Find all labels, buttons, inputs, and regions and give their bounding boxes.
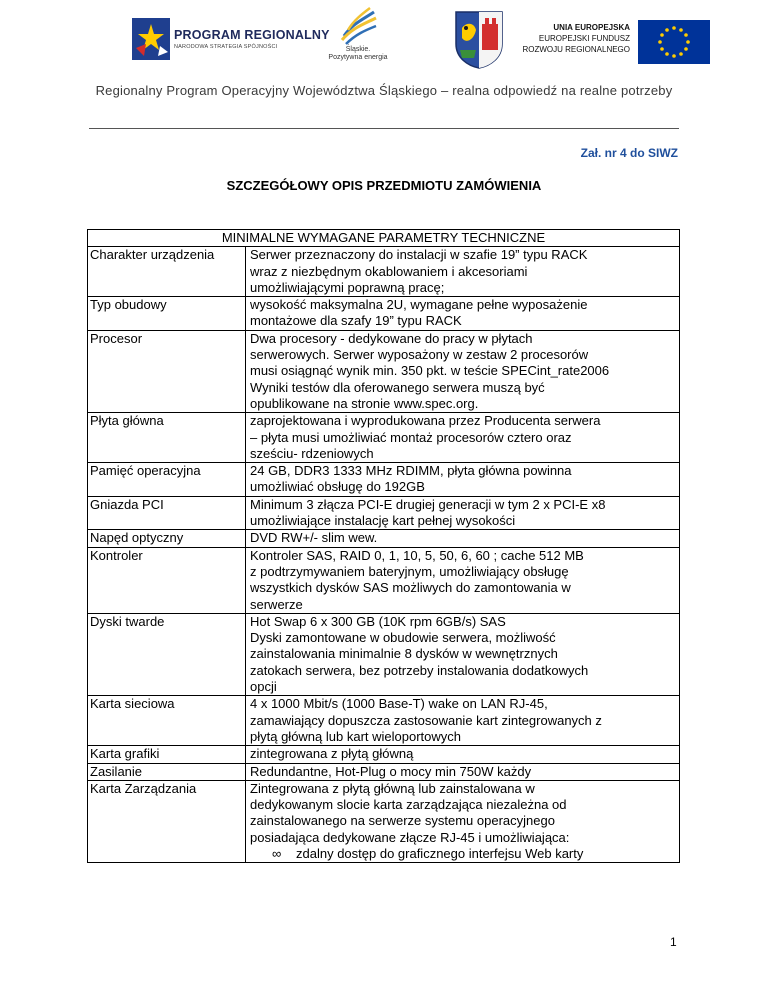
- parameter-value-line: wysokość maksymalna 2U, wymagane pełne wyposażenie: [250, 297, 588, 313]
- parameter-value: [246, 247, 680, 297]
- parameter-value-line: Zintegrowana z płytą główną lub zainstalowana w: [250, 780, 535, 796]
- parameter-value-line: montażowe dla szafy 19” typu RACK: [250, 313, 462, 329]
- parameter-value: [246, 297, 680, 331]
- parameter-value: [246, 530, 680, 547]
- parameter-label: Pamięć operacyjna: [88, 463, 246, 497]
- parameter-value-line: 24 GB, DDR3 1333 MHz RDIMM, płyta główna powinna: [250, 463, 572, 479]
- header-logos: [0, 0, 768, 80]
- table-header-cell: MINIMALNE WYMAGANE PARAMETRY TECHNICZNE: [88, 230, 680, 247]
- table-row: [88, 746, 680, 763]
- parameter-value-line: Dwa procesory - dedykowane do pracy w płytach: [250, 330, 533, 346]
- parameter-label: Dyski twarde: [88, 613, 246, 695]
- eu-logo: [522, 20, 718, 64]
- technical-parameters-table: [87, 229, 680, 863]
- parameter-value-line: zintegrowana z płytą główną: [250, 746, 414, 762]
- parameter-label: Karta grafiki: [88, 746, 246, 763]
- bullet-text: zdalny dostęp do graficznego interfejsu Web karty: [296, 845, 584, 861]
- parameter-value-line: Kontroler SAS, RAID 0, 1, 10, 5, 50, 6, 60 ; cache 512 MB: [250, 547, 584, 563]
- slaskie-logo: [320, 6, 396, 68]
- table-row: [88, 463, 680, 497]
- eu-line-1: UNIA EUROPEJSKA: [553, 23, 630, 32]
- program-tagline: Regionalny Program Operacyjny Województwa Śląskiego – realna odpowiedź na realne potrzeby: [95, 83, 673, 98]
- parameter-value-line: wraz z niezbędnym okablowaniem i akcesoriami: [250, 263, 528, 279]
- parameter-value-line: DVD RW+/- slim wew.: [250, 530, 378, 546]
- eu-line-2: EUROPEJSKI FUNDUSZ: [538, 34, 630, 43]
- parameter-value-line: zainstalowanego na serwerze systemu operacyjnego: [250, 813, 555, 829]
- page-number: 1: [670, 935, 677, 949]
- parameter-value-line: 4 x 1000 Mbit/s (1000 Base-T) wake on LAN RJ-45,: [250, 696, 548, 712]
- parameter-label: Kontroler: [88, 547, 246, 613]
- parameter-value-line: dedykowanym slocie karta zarządzająca niezależna od: [250, 797, 567, 813]
- parameter-value: [246, 330, 680, 412]
- document-title: SZCZEGÓŁOWY OPIS PRZEDMIOTU ZAMÓWIENIA: [226, 178, 542, 193]
- parameter-value-line: Wyniki testów dla oferowanego serwera muszą być: [250, 379, 545, 395]
- parameter-label: Typ obudowy: [88, 297, 246, 331]
- parameter-value-line: zainstalowania minimalnie 8 dysków w wewnętrznych: [250, 646, 558, 662]
- table-row: [88, 613, 680, 695]
- program-logo-subtitle: NARODOWA STRATEGIA SPÓJNOŚCI: [174, 44, 278, 50]
- table-row: [88, 330, 680, 412]
- parameter-label: Procesor: [88, 330, 246, 412]
- parameter-value-line: serwerowych. Serwer wyposażony w zestaw 2 procesorów: [250, 347, 589, 363]
- eu-logo-text: [522, 22, 630, 55]
- table-row: [88, 530, 680, 547]
- table-row: [88, 247, 680, 297]
- eu-flag-icon: [638, 20, 710, 64]
- table-row: [88, 696, 680, 746]
- parameter-value: [246, 746, 680, 763]
- table-row: [88, 297, 680, 331]
- parameter-value: [246, 613, 680, 695]
- table-row: [88, 496, 680, 530]
- slaskie-tagline: Pozytywna energia: [328, 54, 388, 61]
- table-body: [88, 247, 680, 863]
- star-emblem-icon: [132, 18, 170, 60]
- parameter-value-line: umożliwiać obsługę do 192GB: [250, 479, 425, 495]
- coat-of-arms-icon: [452, 10, 506, 70]
- parameter-value-line: zaprojektowana i wyprodukowana przez Producenta serwera: [250, 413, 601, 429]
- parameter-value-line: wszystkich dysków SAS możliwych do zamontowania w: [250, 580, 571, 596]
- attachment-label: Zał. nr 4 do SIWZ: [580, 146, 678, 160]
- infinity-bullet-icon: ∞: [272, 845, 282, 861]
- bullet-item: [250, 846, 678, 862]
- table-row: [88, 780, 680, 862]
- parameter-value-line: Minimum 3 złącza PCI-E drugiej generacji w tym 2 x PCI-E x8: [250, 496, 606, 512]
- eu-line-3: ROZWOJU REGIONALNEGO: [522, 45, 630, 54]
- parameter-label: Charakter urządzenia: [88, 247, 246, 297]
- parameter-value-line: płytą główną lub kart wieloportowych: [250, 728, 461, 744]
- parameter-value: [246, 463, 680, 497]
- parameter-value-line: umożliwiającymi poprawną pracę;: [250, 279, 445, 295]
- parameter-value-line: serwerze: [250, 596, 303, 612]
- parameter-value: [246, 547, 680, 613]
- table-row: [88, 547, 680, 613]
- parameter-label: Zasilanie: [88, 763, 246, 780]
- parameter-label: Napęd optyczny: [88, 530, 246, 547]
- parameter-value: [246, 696, 680, 746]
- parameter-label: Gniazda PCI: [88, 496, 246, 530]
- parameter-value-line: zatokach serwera, bez potrzeby instalowania dodatkowych: [250, 662, 589, 678]
- parameter-label: Karta Zarządzania: [88, 780, 246, 862]
- table-header-row: [88, 230, 680, 247]
- parameter-label: Płyta główna: [88, 413, 246, 463]
- parameter-value-line: Redundantne, Hot-Plug o mocy min 750W każdy: [250, 763, 532, 779]
- parameter-value-line: z podtrzymywaniem bateryjnym, umożliwiający obsługę: [250, 563, 569, 579]
- parameter-value-line: posiadająca dedykowane złącze RJ-45 i umożliwiająca:: [250, 829, 570, 845]
- parameter-value-line: Serwer przeznaczony do instalacji w szafie 19” typu RACK: [250, 247, 588, 263]
- parameter-value-line: umożliwiające instalację kart pełnej wysokości: [250, 513, 516, 529]
- parameter-value-line: opublikowane na stronie www.spec.org.: [250, 395, 479, 411]
- parameter-value: [246, 413, 680, 463]
- parameter-value-line: – płyta musi umożliwiać montaż procesorów cztero oraz: [250, 429, 572, 445]
- parameter-label: Karta sieciowa: [88, 696, 246, 746]
- parameter-value-line: Hot Swap 6 x 300 GB (10K rpm 6GB/s) SAS: [250, 613, 506, 629]
- parameter-value: [246, 763, 680, 780]
- parameter-value-line: musi osiągnąć wynik min. 350 pkt. w teście SPECint_rate2006: [250, 363, 610, 379]
- program-logo-title: PROGRAM REGIONALNY: [174, 28, 330, 42]
- parameter-value: [246, 780, 680, 862]
- parameter-value-line: opcji: [250, 679, 277, 695]
- parameter-value-line: zamawiający dopuszcza zastosowanie kart zintegrowanych z: [250, 712, 602, 728]
- program-regionalny-logo: [132, 16, 330, 62]
- header-divider: [89, 128, 679, 129]
- slaskie-waves-icon: [336, 6, 380, 46]
- parameter-value-line: Dyski zamontowane w obudowie serwera, możliwość: [250, 630, 556, 646]
- parameter-value-line: sześciu- rdzeniowych: [250, 445, 374, 461]
- parameter-value: [246, 496, 680, 530]
- table-row: [88, 413, 680, 463]
- slaskie-name: Śląskie.: [345, 46, 371, 53]
- table-row: [88, 763, 680, 780]
